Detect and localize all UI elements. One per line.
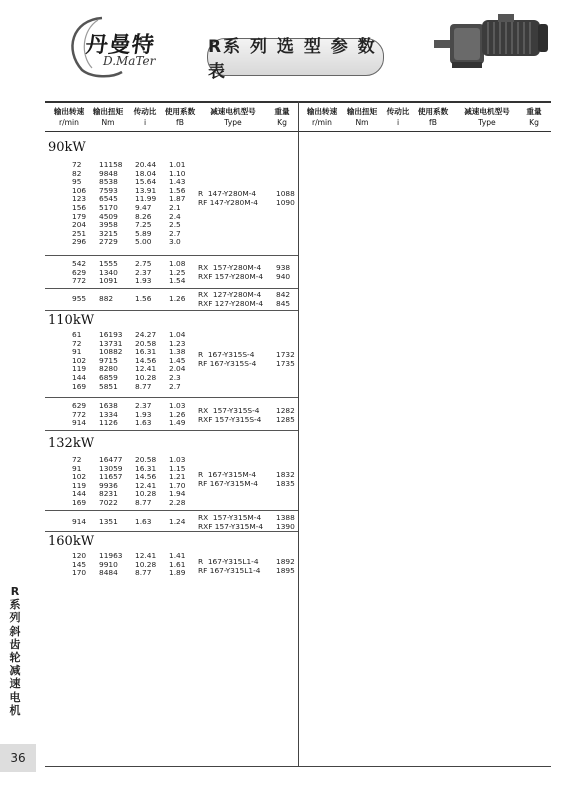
motor-type: R 167-Y315S-4 RF 167-Y315S-4 xyxy=(198,350,257,368)
torque-values: 11158 9848 8538 7593 6545 5170 4509 3958 3215 2729 xyxy=(99,160,123,247)
motor-type: R 167-Y315L1-4 RF 167-Y315L1-4 xyxy=(198,557,261,575)
group-divider xyxy=(45,397,298,398)
speed-values: 542 629 772 xyxy=(72,259,87,286)
weight-values: 1892 1895 xyxy=(276,557,295,575)
power-heading: 160kW xyxy=(48,534,95,549)
group-divider xyxy=(45,255,298,256)
weight-values: 1388 1390 xyxy=(276,513,295,531)
weight-values: 1832 1835 xyxy=(276,470,295,488)
torque-values: 1555 1340 1091 xyxy=(99,259,118,286)
service-factor-values: 1.24 xyxy=(169,517,186,526)
speed-values: 914 xyxy=(72,517,87,526)
weight-values: 1088 1090 xyxy=(276,189,295,207)
service-factor-values: 1.01 1.10 1.43 1.56 1.87 2.1 2.4 2.5 2.7 3.0 xyxy=(169,160,186,247)
ratio-values: 20.58 16.31 14.56 12.41 10.28 8.77 xyxy=(135,455,157,507)
page-title-text: R系 列 选 型 参 数 表 xyxy=(208,37,377,82)
ratio-values: 1.56 xyxy=(135,294,152,303)
table-center-divider xyxy=(298,101,299,766)
motor-type: R 147-Y280M-4 RF 147-Y280M-4 xyxy=(198,189,258,207)
header-ratio-right: 传动比 i xyxy=(386,107,410,127)
motor-type: RX 157-Y315S-4 RXF 157-Y315S-4 xyxy=(198,406,262,424)
power-heading: 90kW xyxy=(48,140,86,155)
gear-motor-image xyxy=(432,12,552,72)
section-divider xyxy=(45,310,298,311)
motor-type: R 167-Y315M-4 RF 167-Y315M-4 xyxy=(198,470,258,488)
torque-values: 1638 1334 1126 xyxy=(99,401,118,428)
weight-values: 842 845 xyxy=(276,290,291,308)
weight-values: 938 940 xyxy=(276,263,291,281)
logo-chinese: 丹曼特 xyxy=(83,33,157,58)
service-factor-values: 1.08 1.25 1.54 xyxy=(169,259,186,286)
torque-values: 882 xyxy=(99,294,114,303)
speed-values: 120 145 170 xyxy=(72,551,87,578)
torque-values: 16477 13059 11657 9936 8231 7022 xyxy=(99,455,123,507)
page-number: 36 xyxy=(0,744,36,772)
header-type: 减速电机型号 Type xyxy=(210,107,256,127)
header-torque-right: 输出扭矩 Nm xyxy=(346,107,378,127)
motor-type: RX 127-Y280M-4 RXF 127-Y280M-4 xyxy=(198,290,264,308)
power-heading: 132kW xyxy=(48,436,95,451)
header-ratio: 传动比 i xyxy=(133,107,157,127)
header-service-factor-right: 使用系数 fB xyxy=(417,107,449,127)
group-divider xyxy=(45,288,298,289)
speed-values: 72 82 95 106 123 156 179 204 251 296 xyxy=(72,160,87,247)
section-divider xyxy=(45,531,298,532)
speed-values: 61 72 91 102 119 144 169 xyxy=(72,330,87,391)
torque-values: 1351 xyxy=(99,517,118,526)
header-service-factor: 使用系数 fB xyxy=(164,107,196,127)
power-heading: 110kW xyxy=(48,313,95,328)
speed-values: 72 91 102 119 144 169 xyxy=(72,455,87,507)
speed-values: 629 772 914 xyxy=(72,401,87,428)
torque-values: 16193 13731 10882 9715 8280 6859 5851 xyxy=(99,330,123,391)
side-category-label: R系列斜齿轮减速电机 xyxy=(9,585,21,717)
motor-type: RX 157-Y315M-4 RXF 157-Y315M-4 xyxy=(198,513,264,531)
ratio-values: 1.63 xyxy=(135,517,152,526)
ratio-values: 2.75 2.37 1.93 xyxy=(135,259,152,286)
service-factor-values: 1.26 xyxy=(169,294,186,303)
weight-values: 1282 1285 xyxy=(276,406,295,424)
torque-values: 11963 9910 8484 xyxy=(99,551,123,578)
ratio-values: 2.37 1.93 1.63 xyxy=(135,401,152,428)
logo-english: D.MaTer xyxy=(103,54,156,68)
service-factor-values: 1.04 1.23 1.38 1.45 2.04 2.3 2.7 xyxy=(169,330,186,391)
service-factor-values: 1.41 1.61 1.89 xyxy=(169,551,186,578)
page-title xyxy=(207,37,384,82)
ratio-values: 20.44 18.04 15.64 13.91 11.99 9.47 8.26 7.25 5.89 5.00 xyxy=(135,160,157,247)
weight-values: 1732 1735 xyxy=(276,350,295,368)
header-weight-right: 重量 Kg xyxy=(526,107,542,127)
header-speed: 输出转速 r/min xyxy=(53,107,85,127)
group-divider xyxy=(45,510,298,511)
service-factor-values: 1.03 1.15 1.21 1.70 1.94 2.28 xyxy=(169,455,186,507)
header-torque: 输出扭矩 Nm xyxy=(92,107,124,127)
motor-type: RX 157-Y280M-4 RXF 157-Y280M-4 xyxy=(198,263,264,281)
speed-values: 955 xyxy=(72,294,87,303)
service-factor-values: 1.03 1.26 1.49 xyxy=(169,401,186,428)
ratio-values: 12.41 10.28 8.77 xyxy=(135,551,157,578)
ratio-values: 24.27 20.58 16.31 14.56 12.41 10.28 8.77 xyxy=(135,330,157,391)
header-weight: 重量 Kg xyxy=(274,107,290,127)
section-divider xyxy=(45,430,298,431)
header-type-right: 减速电机型号 Type xyxy=(464,107,510,127)
header-speed-right: 输出转速 r/min xyxy=(306,107,338,127)
